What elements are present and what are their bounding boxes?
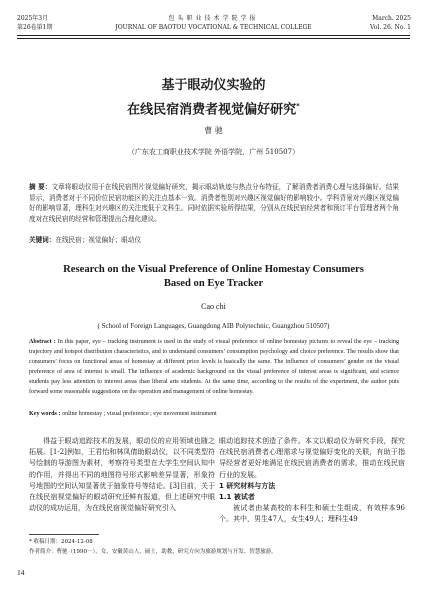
abstract-en [29,338,399,398]
title-en-line1: Research on the Visual Preference of Online Homestay Consumers [63,264,364,275]
section-heading: 1 研究材料与方法 [219,481,276,490]
author-cn: 曹 驰 [204,126,223,135]
keywords-en-label: Key words : [29,411,61,417]
title-cn-line1: 基于眼动仪实验的 [161,78,266,93]
keywords-cn-label: 关键词： [29,236,56,244]
issue-date-cn: 2025年3月 [17,15,49,22]
author-en: Cao chi [201,302,226,311]
body-column-right [219,436,405,526]
title-footnote-marker: * [296,102,300,110]
body-column-left [29,436,215,514]
abstract-en-label: Abstract : [29,339,56,345]
page-number: 14 [17,568,25,577]
footnote-received: * 收稿日期：2024-12-08 [29,539,93,545]
journal-name-cn: 包头职业技术学院学报 [168,15,259,22]
abstract-en-text: In this paper, eye – tracking instrument is used in the study of visual preference of online homestay pictures to reveal the eye – tracking trajectory and hotspot distribution characteristics, and to understand consumers’ consumption psychology and choice preference. The results show that consumers’ focus on functional areas of homestay at different price levels is basically the same. The influence of consumers’ gender on the visual preference of area of interest is small. The influence of academic background on the visual preference of interest areas is significant, and science students pay less attention to interest areas than liberal arts students. At the same time, according to the results of the experiment, the author puts forward some reasonable suggestions on the operation and management of online homestay. [29,339,399,395]
keywords-en-text: online homestay ; visual preference ; eye movement instrument [62,411,217,417]
title-cn-line2: 在线民宿消费者视觉偏好研究* [127,102,300,118]
volume-cn: 第26卷第1期 [17,24,53,31]
issue-date-en: March. 2025 [372,15,411,22]
abstract-cn-text: 文章将眼动仪用于在线民宿图片视觉偏好研究，揭示眼动轨迹与热点分布特征，了解消费者消费心理与选择偏好。结果显示，消费者对于不同价位民宿功能区的关注点基本一致。消费者性别对兴趣区视觉偏好的影响较小。学科背景对兴趣区视觉偏好的影响显著，理科生对兴趣区的关注度低于文科生。同时依据实验所得结果，分别从在线民宿经营者和预订平台管理者两个角度对在线民宿的经营和管理提出合理化建议。 [29,183,400,223]
keywords-en [29,410,399,419]
body-paragraph: 眼动追踪技术创造了条件。本文以眼动仪为研究手段，探究在线民宿消费者心理需求与视觉偏好变化的关联，有助于指导经营者更好地满足在线民宿消费者的需求，推动在线民宿行业的发展。 [219,437,405,479]
volume-en: Vol. 26. No. 1 [370,24,411,31]
abstract-cn [29,182,399,224]
keywords-cn [29,235,399,245]
footnote-rule [29,534,99,535]
keywords-cn-text: 在线民宿；视觉偏好；眼动仪 [55,236,142,244]
affiliation-cn: （广东农工商职业技术学院 外语学院，广州 510507） [127,148,300,156]
header-rule-thick [17,35,410,36]
journal-name-en: JOURNAL OF BAOTOU VOCATIONAL & TECHNICAL COLLEGE [115,24,312,31]
body-paragraph: 被试者由某高校的本科生和硕士生组成，有效样本96个。其中，男生47人，女生49人；理科生49 [219,504,405,524]
header-rule-thin [17,38,410,39]
header-right [370,14,411,32]
abstract-cn-label: 摘 要： [29,183,52,191]
page-header [0,0,427,46]
footnote-author-bio: 作者简介：曹驰（1990－），女，安徽黄山人，硕士，助教，研究方向为旅游规划与开发、智慧旅游。 [29,549,277,555]
header-center [0,14,427,32]
title-en-line2: Based on Eye Tracker [163,278,264,289]
affiliation-en: ( School of Foreign Languages, Guangdong AIB Polytechnic, Guangzhou 510507) [97,322,330,330]
body-paragraph: 得益于眼动追踪技术的发展，眼动仪的应用领域也随之拓展。[1-2]例如，王君怡和林凤倩助眼动仪，以不同类型符号绘制的导游图为素材，考察符号类型在大学生空间认知中的作用，并得出不同的地图符号形式影响差异显著，形象符号地图的空间认知显著优于抽象符号等结论。[3]目前，关于在线民宿视觉偏好的眼动研究还鲜有报道，但上述研究中眼动仪的成功运用，为在线民宿视觉偏好研究引入 [29,437,215,513]
subsection-heading: 1.1 被试者 [219,493,255,502]
